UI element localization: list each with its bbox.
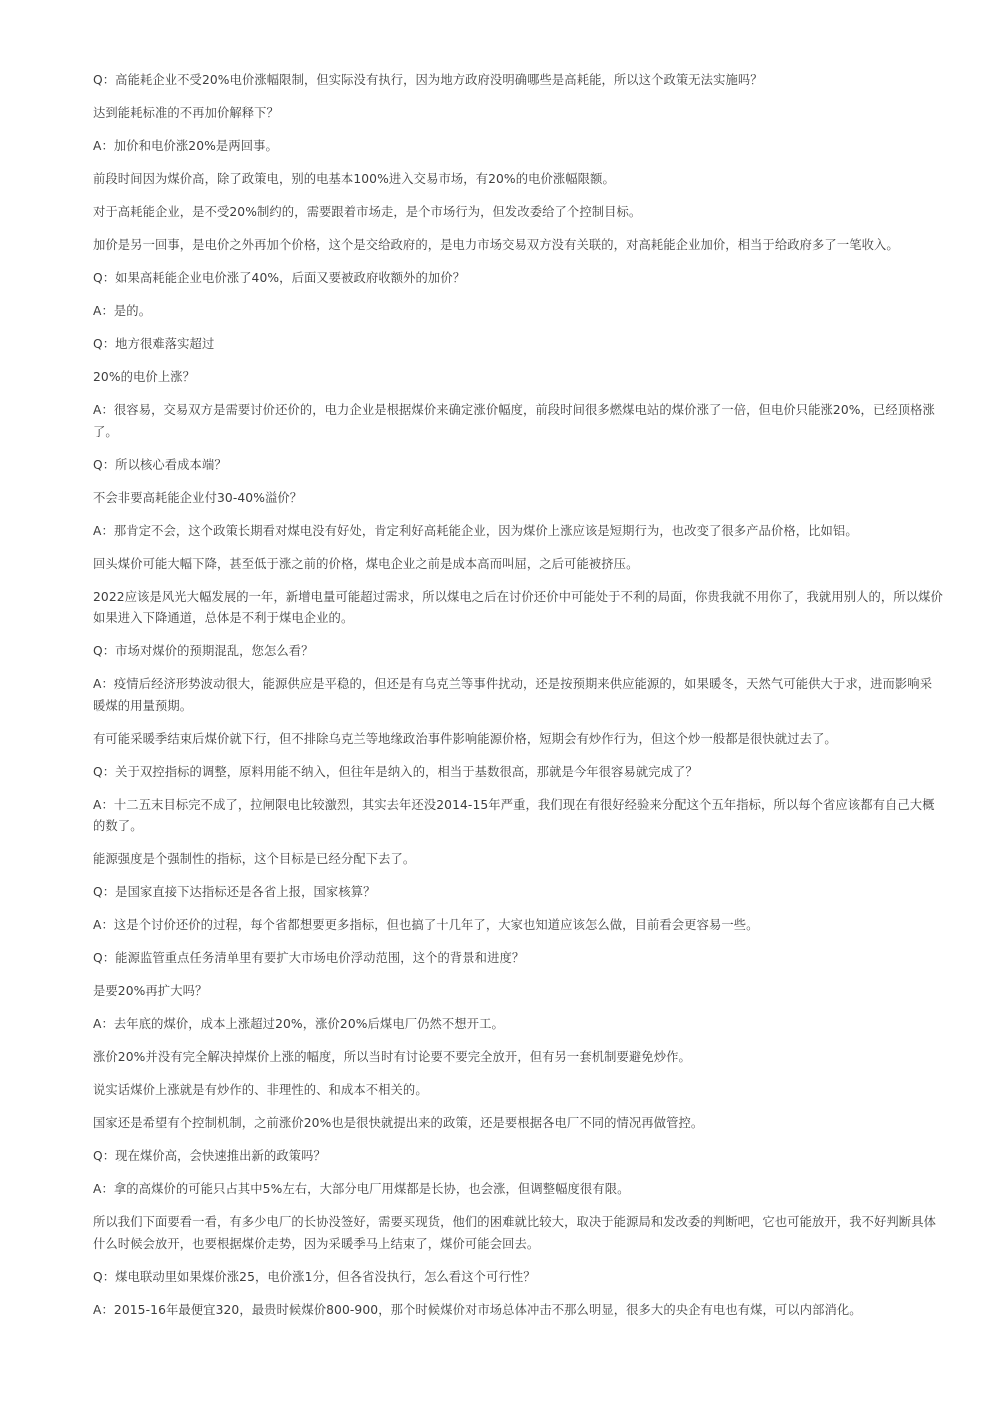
paragraph-answer: 有可能采暖季结束后煤价就下行，但不排除乌克兰等地缘政治事件影响能源价格，短期会有炒作行为，但这个炒一般都是很快就过去了。 bbox=[93, 731, 837, 746]
paragraph-question: Q：现在煤价高，会快速推出新的政策吗？ bbox=[93, 1149, 326, 1163]
paragraph-question: 达到能耗标准的不再加价解释下？ bbox=[93, 106, 279, 120]
paragraph-answer: 所以我们下面要看一看，有多少电厂的长协没签好，需要买现货，他们的困难就比较大，取决于能源局和发改委的判断吧，它也可能放开，我不好判断具体什么时候会放开，也要根据煤价走势，因为采暖季马上结束了，煤价可能会回去。 bbox=[93, 1215, 936, 1251]
paragraph-answer: 说实话煤价上涨就是有炒作的、非理性的、和成本不相关的。 bbox=[93, 1083, 428, 1097]
paragraph-question: 是要20%再扩大吗？ bbox=[93, 984, 208, 998]
paragraph-question: Q：能源监管重点任务清单里有要扩大市场电价浮动范围，这个的背景和进度？ bbox=[93, 951, 525, 965]
paragraph-answer: 回头煤价可能大幅下降，甚至低于涨之前的价格，煤电企业之前是成本高而叫屈，之后可能被挤压。 bbox=[93, 556, 639, 571]
paragraph-question: Q：市场对煤价的预期混乱，您怎么看？ bbox=[93, 644, 314, 658]
paragraph-question: Q：关于双控指标的调整，原料用能不纳入，但往年是纳入的，相当于基数很高，那就是今年很容易就完成了？ bbox=[93, 764, 698, 779]
paragraph-answer: A：这是个讨价还价的过程，每个省都想要更多指标，但也搞了十几年了，大家也知道应该怎么做，目前看会更容易一些。 bbox=[93, 918, 759, 932]
paragraph-answer: A：那肯定不会，这个政策长期看对煤电没有好处，肯定利好高耗能企业，因为煤价上涨应该是短期行为，也改变了很多产品价格，比如铝。 bbox=[93, 523, 858, 538]
paragraph-question: Q：煤电联动里如果煤价涨25，电价涨1分，但各省没执行，怎么看这个可行性？ bbox=[93, 1269, 536, 1284]
paragraph-answer: 对于高耗能企业，是不受20%制约的，需要跟着市场走，是个市场行为，但发改委给了个控制目标。 bbox=[93, 205, 642, 219]
paragraph-answer: A：加价和电价涨20%是两回事。 bbox=[93, 139, 278, 153]
paragraph-answer: 国家还是希望有个控制机制，之前涨价20%也是很快就提出来的政策，还是要根据各电厂不同的情况再做管控。 bbox=[93, 1116, 704, 1130]
paragraph-answer: 能源强度是个强制性的指标，这个目标是已经分配下去了。 bbox=[93, 852, 416, 866]
paragraph-answer: A：2015-16年最便宜320，最贵时候煤价800-900，那个时候煤价对市场总体冲击不那么明显，很多大的央企有电也有煤，可以内部消化。 bbox=[93, 1302, 862, 1317]
paragraph-answer: A：十二五末目标完不成了，拉闸限电比较激烈，其实去年还没2014-15年严重，我们现在有很好经验来分配这个五年指标，所以每个省应该都有自己大概的数了。 bbox=[93, 797, 935, 833]
paragraph-question: 20%的电价上涨？ bbox=[93, 370, 196, 384]
paragraph-answer: A：去年底的煤价，成本上涨超过20%，涨价20%后煤电厂仍然不想开工。 bbox=[93, 1017, 504, 1031]
paragraph-answer: 涨价20%并没有完全解决掉煤价上涨的幅度，所以当时有讨论要不要完全放开，但有另一套机制要避免炒作。 bbox=[93, 1050, 691, 1064]
paragraph-question: Q：地方很难落实超过 bbox=[93, 337, 215, 351]
paragraph-question: Q：高能耗企业不受20%电价涨幅限制，但实际没有执行，因为地方政府没明确哪些是高耗能，所以这个政策无法实施吗？ bbox=[93, 73, 763, 87]
paragraph-answer: A：拿的高煤价的可能只占其中5%左右，大部分电厂用煤都是长协，也会涨，但调整幅度很有限。 bbox=[93, 1182, 630, 1196]
document-body bbox=[93, 70, 943, 1333]
paragraph-question: 不会非要高耗能企业付30-40%溢价？ bbox=[93, 490, 303, 505]
paragraph-question: Q：是国家直接下达指标还是各省上报，国家核算？ bbox=[93, 885, 376, 899]
paragraph-answer: A：很容易，交易双方是需要讨价还价的，电力企业是根据煤价来确定涨价幅度，前段时间很多燃煤电站的煤价涨了一倍，但电价只能涨20%，已经顶格涨了。 bbox=[93, 403, 935, 439]
paragraph-answer: A：疫情后经济形势波动很大，能源供应是平稳的，但还是有乌克兰等事件扰动，还是按预期来供应能源的，如果暖冬，天然气可能供大于求，进而影响采暖煤的用量预期。 bbox=[93, 677, 933, 713]
paragraph-answer: 2022应该是风光大幅发展的一年，新增电量可能超过需求，所以煤电之后在讨价还价中可能处于不利的局面，你贵我就不用你了，我就用别人的，所以煤价如果进入下降通道，总体是不利于煤电企业的。 bbox=[93, 589, 943, 625]
paragraph-question: Q：如果高耗能企业电价涨了40%，后面又要被政府收额外的加价？ bbox=[93, 271, 466, 285]
paragraph-question: Q：所以核心看成本端？ bbox=[93, 457, 227, 472]
paragraph-answer: A：是的。 bbox=[93, 304, 152, 318]
paragraph-answer: 加价是另一回事，是电价之外再加个价格，这个是交给政府的，是电力市场交易双方没有关联的，对高耗能企业加价，相当于给政府多了一笔收入。 bbox=[93, 238, 899, 252]
paragraph-answer: 前段时间因为煤价高，除了政策电，别的电基本100%进入交易市场，有20%的电价涨幅限额。 bbox=[93, 172, 615, 186]
